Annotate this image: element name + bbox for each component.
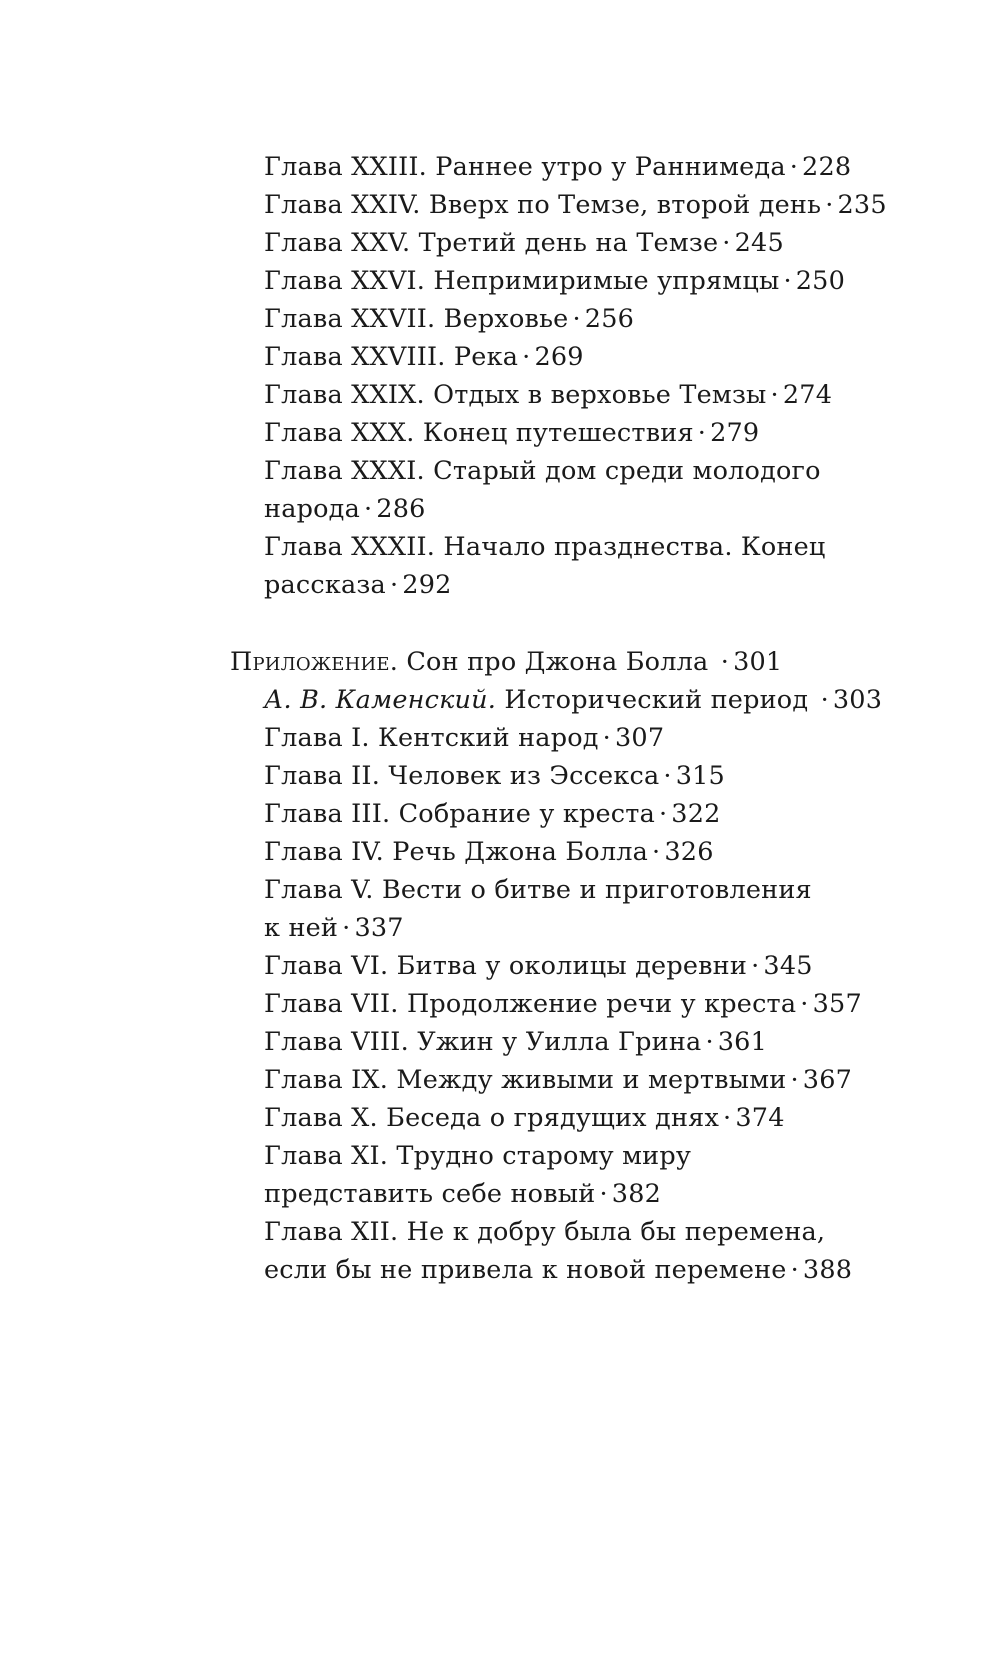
toc-entry: [230, 719, 910, 757]
toc-entry: [230, 414, 910, 452]
page-number: 382: [611, 1179, 662, 1209]
separator-dot: ·: [723, 1103, 732, 1133]
chapter-title-continued: рассказа: [264, 570, 386, 600]
chapter-title: Отдых в верховье Темзы: [433, 380, 767, 410]
separator-dot: ·: [790, 1255, 799, 1285]
chapter-number: Глава XXIII.: [264, 152, 427, 182]
chapter-number: Глава XXIX.: [264, 380, 425, 410]
page-number: 286: [376, 494, 426, 524]
chapter-number: Глава V.: [264, 875, 374, 905]
separator-dot: ·: [599, 1179, 608, 1209]
appendix-title: Сон про Джона Болла: [406, 647, 709, 677]
chapter-number: Глава XXIV.: [264, 190, 421, 220]
separator-dot: ·: [720, 647, 730, 677]
chapter-title: Начало празднества. Конец: [443, 532, 826, 562]
separator-dot: ·: [825, 190, 834, 220]
chapter-title: Раннее утро у Раннимеда: [435, 152, 786, 182]
separator-dot: ·: [342, 913, 351, 943]
chapter-title: Не к добру была бы перемена,: [406, 1217, 826, 1247]
chapter-title: Старый дом среди молодого: [433, 456, 821, 486]
page-number: 292: [402, 570, 452, 600]
page-number: 279: [710, 418, 760, 448]
page-number: 357: [812, 989, 862, 1019]
chapter-number: Глава XXV.: [264, 228, 411, 258]
chapter-number: Глава XXVI.: [264, 266, 426, 296]
chapter-number: Глава XXXII.: [264, 532, 436, 562]
chapter-number: Глава VIII.: [264, 1027, 409, 1057]
intro-title: Исторический период: [504, 685, 809, 715]
toc-entry: [230, 528, 910, 604]
chapter-title: Вести о битве и приготовления: [381, 875, 812, 905]
separator-dot: ·: [820, 685, 829, 715]
appendix-heading: [230, 643, 910, 681]
toc-entry: [230, 1061, 910, 1099]
chapter-title-continued: к ней: [264, 913, 339, 943]
chapter-title: Кентский народ: [378, 723, 599, 753]
chapter-title: Трудно старому миру: [396, 1141, 692, 1171]
separator-dot: ·: [722, 228, 731, 258]
toc-entry: [230, 947, 910, 985]
toc-entry: [230, 795, 910, 833]
page-number: 250: [795, 266, 846, 296]
separator-dot: ·: [602, 723, 611, 753]
toc-entry: [230, 833, 910, 871]
chapter-title: Битва у околицы деревни: [396, 951, 748, 981]
table-of-contents: [230, 148, 910, 1289]
page-number: 228: [802, 152, 852, 182]
chapter-number: Глава XXX.: [264, 418, 415, 448]
section-gap: [230, 604, 910, 643]
separator-dot: ·: [363, 494, 373, 524]
intro-author: А. В. Каменский.: [264, 685, 497, 715]
toc-entry: [230, 1137, 910, 1213]
chapter-title: Верховье: [443, 304, 569, 334]
appendix-label: Приложение.: [230, 647, 399, 677]
chapter-number: Глава XXVIII.: [264, 342, 446, 372]
page-number: 345: [763, 951, 813, 981]
chapter-title: Река: [453, 342, 519, 372]
chapter-number: Глава VII.: [264, 989, 399, 1019]
toc-entry: [230, 1213, 910, 1289]
page-number: 274: [782, 380, 833, 410]
separator-dot: ·: [522, 342, 531, 372]
page-number: 374: [735, 1103, 785, 1133]
separator-dot: ·: [790, 1065, 799, 1095]
separator-dot: ·: [800, 989, 809, 1019]
toc-entry: [230, 186, 910, 224]
toc-entry: [230, 1099, 910, 1137]
toc-entry: [230, 757, 910, 795]
chapter-title: Собрание у креста: [398, 799, 655, 829]
page-number: 245: [734, 228, 784, 258]
separator-dot: ·: [663, 761, 672, 791]
page-number: 315: [675, 761, 725, 791]
toc-entry: [230, 262, 910, 300]
chapter-title: Речь Джона Болла: [392, 837, 649, 867]
chapter-number: Глава IX.: [264, 1065, 389, 1095]
chapter-title: Вверх по Темзе, второй день: [428, 190, 822, 220]
chapter-title-continued: если бы не привела к новой перемене: [264, 1255, 787, 1285]
separator-dot: ·: [751, 951, 760, 981]
chapter-number: Глава VI.: [264, 951, 389, 981]
page-number: 367: [802, 1065, 853, 1095]
separator-dot: ·: [705, 1027, 714, 1057]
chapter-number: Глава XXXI.: [264, 456, 425, 486]
toc-entry: [230, 871, 910, 947]
toc-entry: [230, 376, 910, 414]
separator-dot: ·: [572, 304, 581, 334]
page-number: 269: [534, 342, 584, 372]
separator-dot: ·: [658, 799, 668, 829]
toc-entry: [230, 338, 910, 376]
page-number: 361: [717, 1027, 768, 1057]
chapter-number: Глава II.: [264, 761, 381, 791]
chapter-title: Третий день на Темзе: [418, 228, 719, 258]
appendix-intro-entry: [230, 681, 910, 719]
toc-entry: [230, 1023, 910, 1061]
separator-dot: ·: [652, 837, 661, 867]
separator-dot: ·: [789, 152, 799, 182]
chapter-title: Ужин у Уилла Грина: [417, 1027, 702, 1057]
chapter-number: Глава XI.: [264, 1141, 389, 1171]
chapter-title: Человек из Эссекса: [388, 761, 660, 791]
appendix-page: 301: [733, 647, 783, 677]
page-number: 388: [802, 1255, 853, 1285]
chapter-number: Глава XII.: [264, 1217, 399, 1247]
toc-entry: [230, 300, 910, 338]
page-number: 235: [837, 190, 887, 220]
toc-entry: [230, 148, 910, 186]
separator-dot: ·: [770, 380, 779, 410]
separator-dot: ·: [697, 418, 707, 448]
chapter-title: Непримиримые упрямцы: [433, 266, 780, 296]
chapter-number: Глава X.: [264, 1103, 378, 1133]
toc-entry: [230, 452, 910, 528]
intro-page: 303: [832, 685, 883, 715]
chapter-title-continued: представить себе новый: [264, 1179, 596, 1209]
toc-entry: [230, 985, 910, 1023]
chapter-number: Глава IV.: [264, 837, 384, 867]
page-number: 307: [614, 723, 665, 753]
chapter-title: Конец путешествия: [422, 418, 694, 448]
separator-dot: ·: [783, 266, 792, 296]
chapter-number: Глава XXVII.: [264, 304, 436, 334]
page-number: 326: [664, 837, 714, 867]
page-number: 337: [354, 913, 404, 943]
toc-entry: [230, 224, 910, 262]
appendix-chapter-list: [230, 719, 910, 1289]
main-chapter-list: [230, 148, 910, 604]
chapter-title-continued: народа: [264, 494, 360, 524]
chapter-title: Продолжение речи у креста: [406, 989, 797, 1019]
page-number: 256: [584, 304, 635, 334]
separator-dot: ·: [389, 570, 399, 600]
chapter-title: Беседа о грядущих днях: [386, 1103, 720, 1133]
page-number: 322: [671, 799, 721, 829]
chapter-number: Глава III.: [264, 799, 391, 829]
chapter-number: Глава I.: [264, 723, 370, 753]
chapter-title: Между живыми и мертвыми: [396, 1065, 787, 1095]
